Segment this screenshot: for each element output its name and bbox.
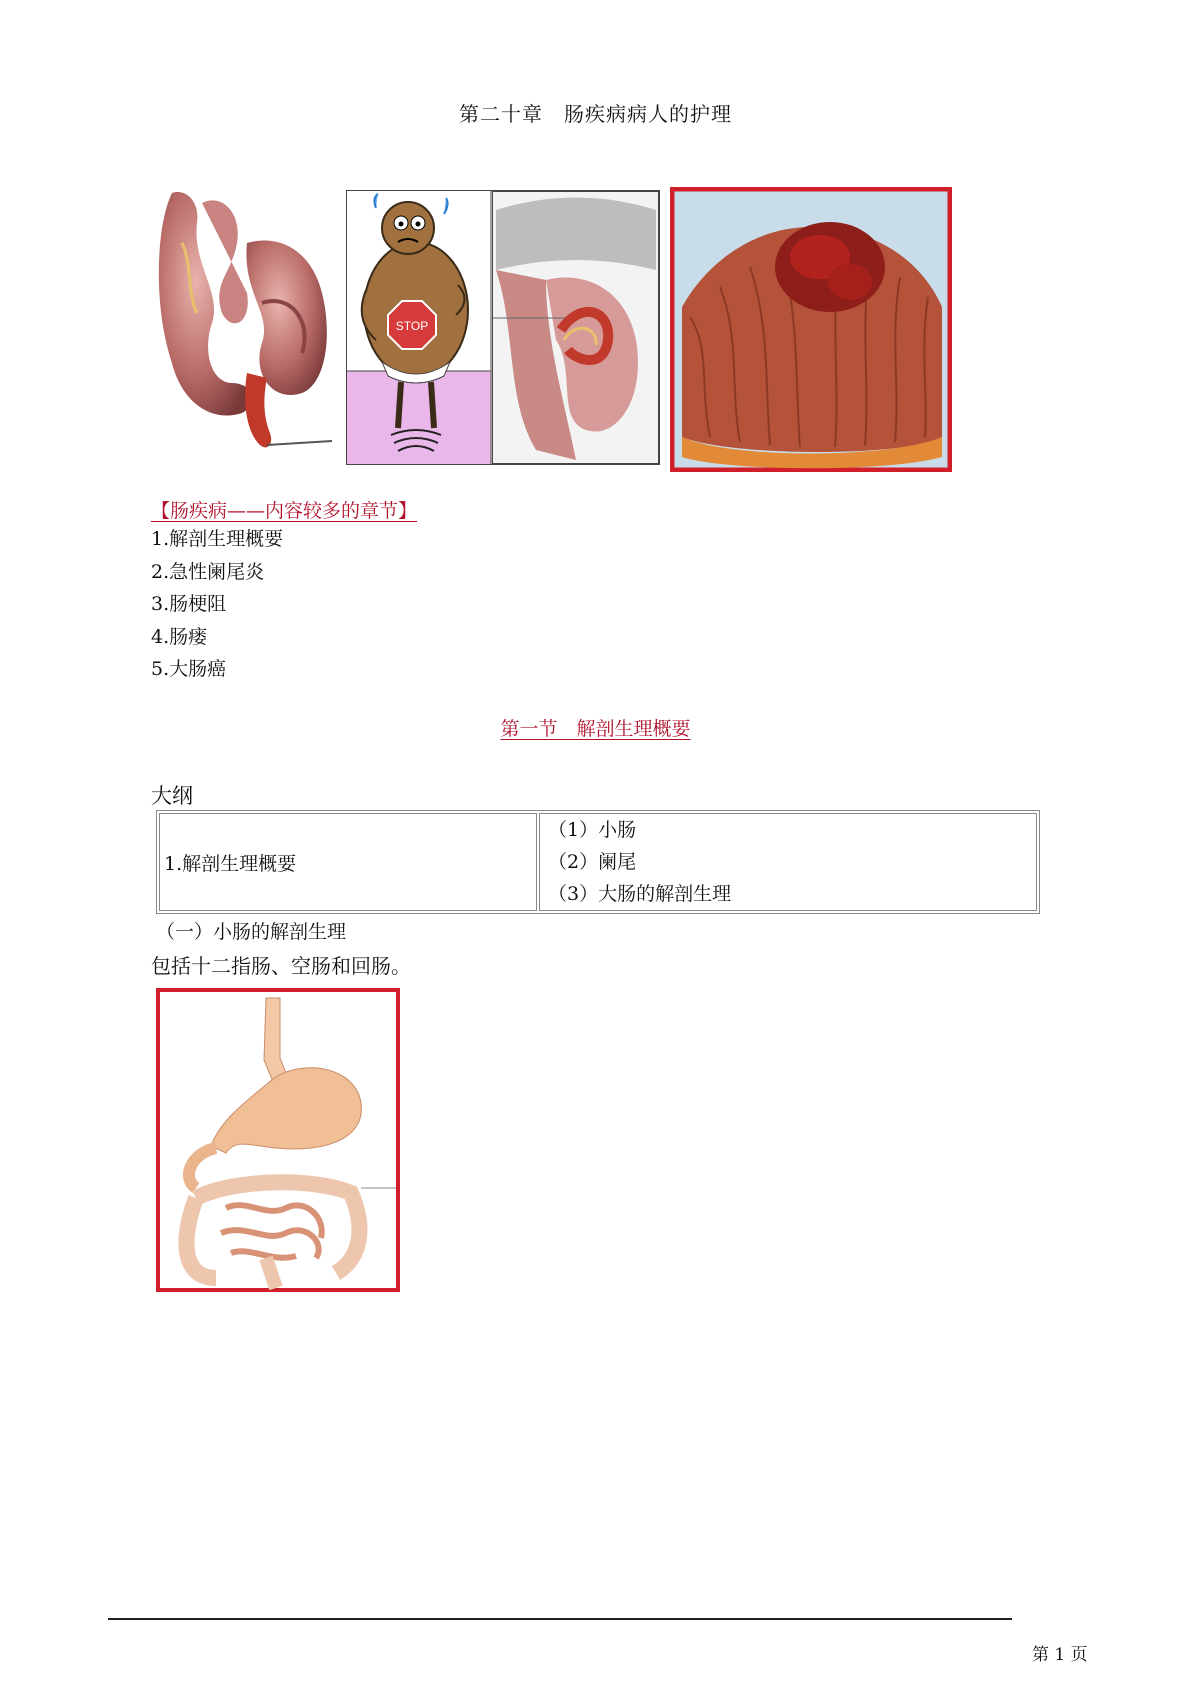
- appendix-illustration: [152, 183, 340, 463]
- section-title-text: 第一节 解剖生理概要: [500, 718, 691, 740]
- list-item: 1.解剖生理概要: [151, 528, 284, 550]
- chapter-heading: 【肠疾病——内容较多的章节】: [151, 500, 418, 522]
- stop-sign-text: STOP: [395, 319, 429, 333]
- table-row: [159, 813, 1037, 911]
- footer-divider: [108, 1618, 1012, 1620]
- table-cell-line: （1）小肠: [548, 819, 637, 841]
- list-item: 3.肠梗阻: [151, 593, 227, 615]
- outline-label: 大纲: [151, 784, 193, 808]
- page-title: 第二十章 肠疾病病人的护理: [459, 102, 732, 126]
- page-number: 第 1 页: [1032, 1645, 1088, 1665]
- list-item: 5.大肠癌: [151, 658, 227, 680]
- abdominal-pain-illustration: [346, 190, 660, 465]
- table-cell-line: （2）阑尾: [548, 851, 637, 873]
- section-title: [0, 714, 1191, 741]
- colorectal-tumor-photo: [670, 187, 952, 472]
- list-item: 4.肠瘘: [151, 625, 208, 648]
- table-cell: [539, 813, 1037, 911]
- body-paragraph: 包括十二指肠、空肠和回肠。: [151, 954, 411, 978]
- subsection-title: （一）小肠的解剖生理: [156, 921, 347, 943]
- list-item: 2.急性阑尾炎: [151, 560, 265, 583]
- digestive-tract-illustration: [156, 988, 400, 1292]
- topic-list: [151, 523, 283, 686]
- table-cell: 1.解剖生理概要: [159, 813, 537, 911]
- table-cell-line: （3）大肠的解剖生理: [548, 883, 732, 905]
- outline-table: [156, 810, 1040, 914]
